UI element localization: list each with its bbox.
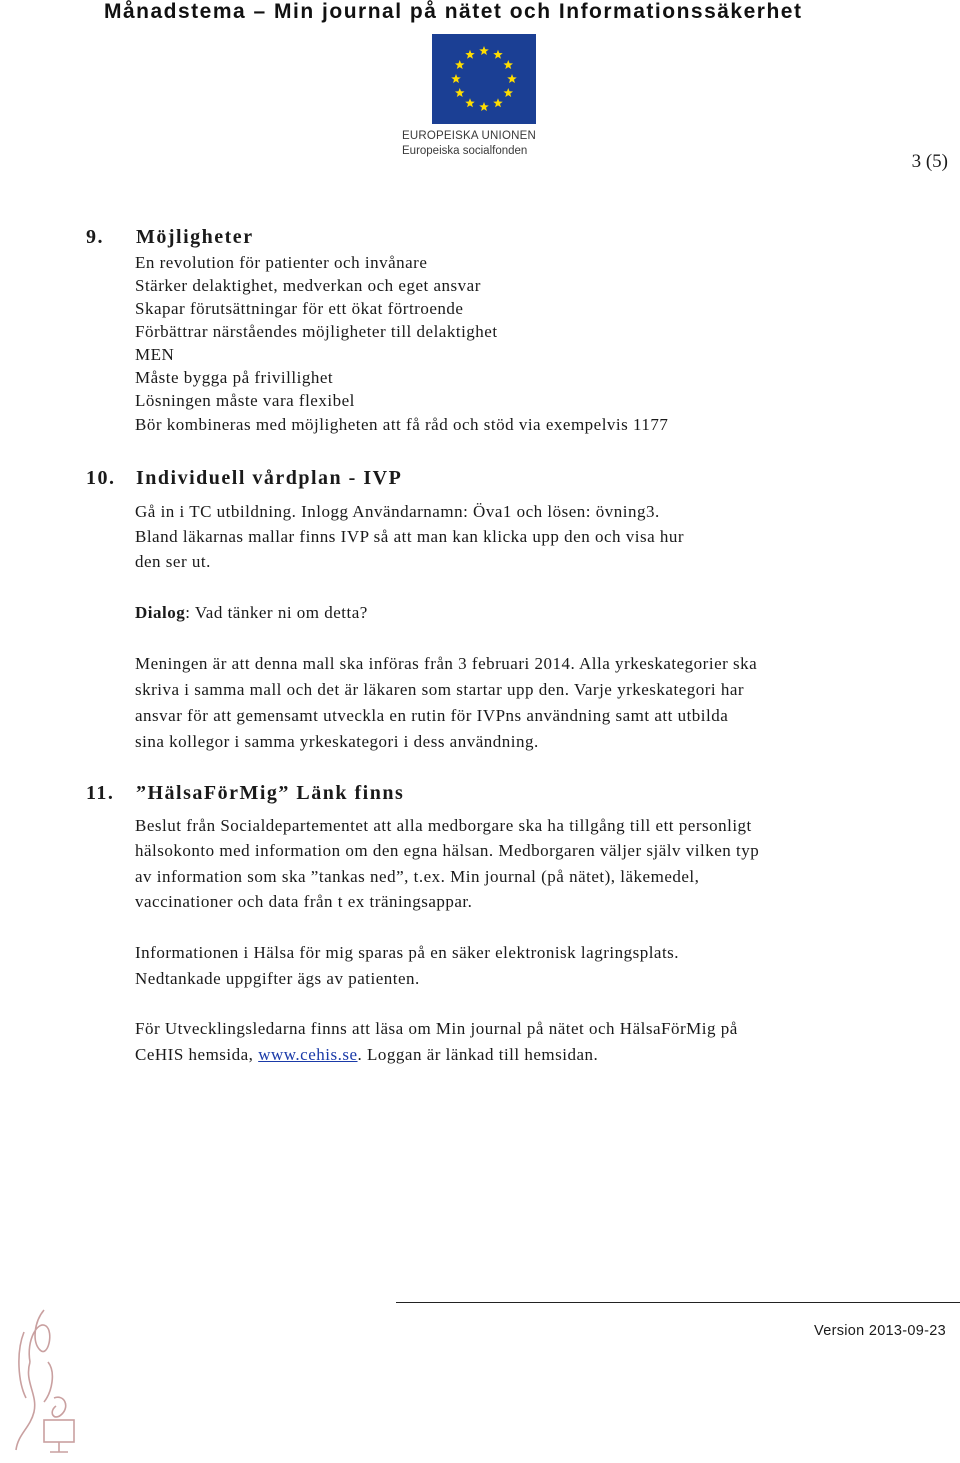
section-9-line: Lösningen måste vara flexibel [135, 391, 355, 410]
section-9-line: Måste bygga på frivillighet [135, 368, 334, 387]
section-9-line: Bör kombineras med möjligheten att få råd och stöd via exempelvis 1177 [135, 415, 669, 434]
section-11-p1-line: vaccinationer och data från t ex träningsappar. [135, 892, 473, 911]
eu-logo-line1: EUROPEISKA UNIONEN [402, 130, 536, 142]
eu-star-icon [503, 60, 513, 69]
eu-star-icon [503, 88, 513, 97]
eu-star-icon [465, 50, 475, 59]
section-11-p3-line: För Utvecklingsledarna finns att läsa om Min journal på nätet och HälsaFörMig på [135, 1019, 738, 1038]
section-11-p1-line: Beslut från Socialdepartementet att alla medborgare ska ha tillgång till ett personligt [135, 816, 752, 835]
section-11-p3-line [135, 1045, 598, 1065]
p3-pre: CeHIS hemsida, [135, 1045, 259, 1064]
section-9-line: Skapar förutsättningar för ett ökat förtroende [135, 299, 464, 318]
eu-star-icon [479, 46, 489, 55]
eu-star-icon [455, 88, 465, 97]
section-11-p2-line: Informationen i Hälsa för mig sparas på en säker elektronisk lagringsplats. [135, 943, 680, 962]
p3-post: . Loggan är länkad till hemsidan. [357, 1045, 599, 1064]
eu-star-icon [507, 74, 517, 83]
section-10-title: Individuell vårdplan - IVP [136, 467, 403, 489]
section-9-line: Förbättrar närståendes möjligheter till delaktighet [135, 322, 498, 341]
section-9-line: Stärker delaktighet, medverkan och eget ansvar [135, 276, 481, 295]
page-number: 3 (5) [911, 151, 948, 172]
footer-divider [396, 1302, 960, 1303]
section-9-line: MEN [135, 345, 175, 364]
section-11-number: 11. [86, 782, 115, 804]
eu-star-icon [479, 102, 489, 111]
section-11-p1-line: av information som ska ”tankas ned”, t.ex. Min journal (på nätet), läkemedel, [135, 867, 700, 886]
cehis-link[interactable]: www.cehis.se [258, 1045, 358, 1064]
eu-logo-line2: Europeiska socialfonden [402, 145, 528, 157]
section-10-line: den ser ut. [135, 552, 211, 571]
section-10-dialog [135, 603, 368, 623]
section-10-para-line: skriva i samma mall och det är läkaren som startar upp den. Varje yrkeskategori har [135, 680, 745, 699]
section-10-para-line: ansvar för att gemensamt utveckla en rutin för IVPns användning samt att utbilda [135, 706, 729, 725]
section-11-p2-line: Nedtankade uppgifter ägs av patienten. [135, 969, 420, 988]
eu-star-icon [493, 50, 503, 59]
section-11-title: ”HälsaFörMig” Länk finns [136, 782, 405, 804]
section-9-line: En revolution för patienter och invånare [135, 253, 428, 272]
section-11-p1-line: hälsokonto med information om den egna hälsan. Medborgaren väljer själv vilken typ [135, 841, 760, 860]
eu-star-icon [493, 98, 503, 107]
section-10-line: Bland läkarnas mallar finns IVP så att man kan klicka upp den och visa hur [135, 527, 685, 546]
ehalsa-logo [4, 1302, 100, 1458]
eu-flag-icon [432, 34, 536, 124]
section-10-para-line: Meningen är att denna mall ska införas från 3 februari 2014. Alla yrkeskategorier ska [135, 654, 758, 673]
version-label: Version 2013-09-23 [814, 1323, 946, 1339]
section-9-title: Möjligheter [136, 226, 254, 248]
eu-logo [398, 34, 540, 158]
section-10-para-line: sina kollegor i samma yrkeskategori i dess användning. [135, 732, 539, 751]
section-9-number: 9. [86, 226, 104, 248]
eu-star-icon [455, 60, 465, 69]
section-10-number: 10. [86, 467, 116, 489]
document-header-title: Månadstema – Min journal på nätet och Informationssäkerhet [104, 0, 803, 23]
dialog-text: : Vad tänker ni om detta? [185, 603, 368, 622]
eu-star-icon [465, 98, 475, 107]
section-10-line: Gå in i TC utbildning. Inlogg Användarnamn: Öva1 och lösen: övning3. [135, 502, 660, 521]
dialog-label: Dialog [135, 603, 186, 622]
eu-star-icon [451, 74, 461, 83]
